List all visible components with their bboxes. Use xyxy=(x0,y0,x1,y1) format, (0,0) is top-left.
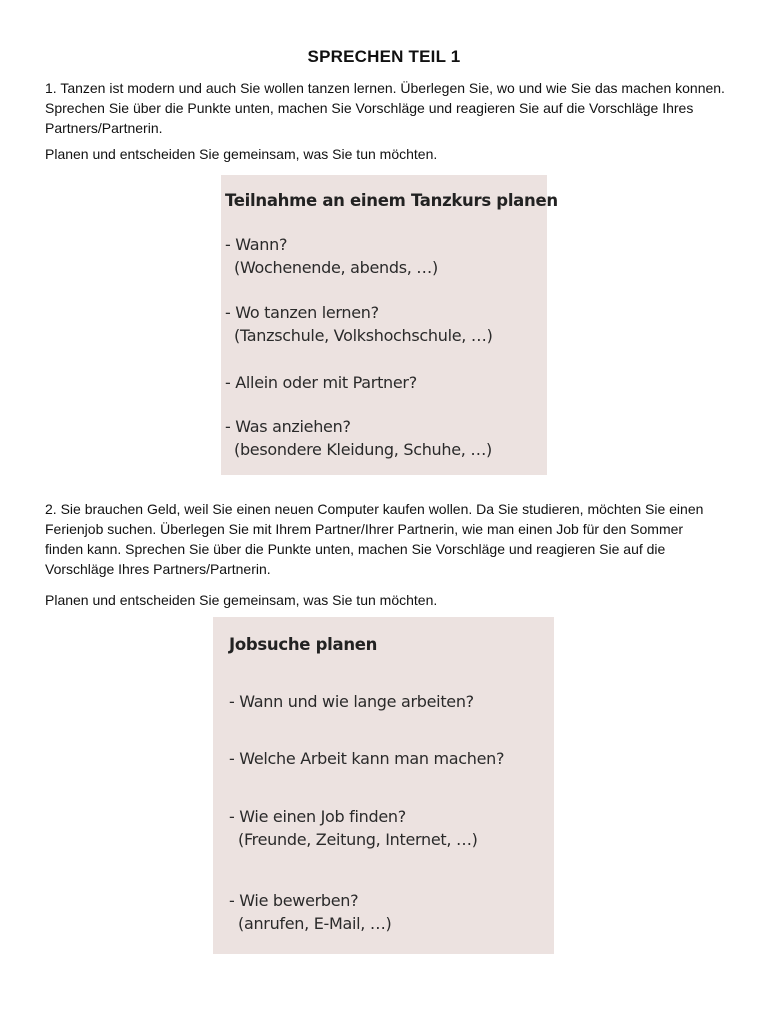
task-1-card xyxy=(221,175,558,475)
task-2-item-sub: (anrufen, E-Mail, …) xyxy=(238,914,392,933)
task-1-item-sub: (besondere Kleidung, Schuhe, …) xyxy=(234,440,492,459)
task-1-item-sub: (Tanzschule, Volkshochschule, …) xyxy=(234,326,493,345)
task-1-item xyxy=(225,233,438,279)
task-2-item-line: - Wie bewerben? xyxy=(229,891,359,910)
task-1-card-title: Teilnahme an einem Tanzkurs planen xyxy=(225,191,558,210)
task-1-item xyxy=(225,415,492,461)
task-2-card-title: Jobsuche planen xyxy=(229,635,378,654)
task-2-item-line: - Welche Arbeit kann man machen? xyxy=(229,749,505,768)
task-2-item xyxy=(229,690,474,713)
task-2-item-line: - Wann und wie lange arbeiten? xyxy=(229,692,474,711)
task-2-instruction: Planen und entscheiden Sie gemeinsam, was Sie tun möchten. xyxy=(45,592,438,608)
task-1-item-sub: (Wochenende, abends, …) xyxy=(234,258,438,277)
page-title: SPRECHEN TEIL 1 xyxy=(307,47,461,66)
task-2-card xyxy=(213,617,554,954)
task-1-item-line: - Allein oder mit Partner? xyxy=(225,373,417,392)
task-2-item xyxy=(229,747,504,770)
task-1-text: 1. Tanzen ist modern und auch Sie wollen tanzen lernen. Überlegen Sie, wo und wie Sie das machen konnen. Sprechen Sie über die Punkte unten, machen Sie Vorschläge und reagieren Sie auf die Vorschläge Ihres Partners/Partnerin. xyxy=(45,80,725,136)
task-2-item-line: - Wie einen Job finden? xyxy=(229,807,406,826)
task-1-item-line: - Wo tanzen lernen? xyxy=(225,303,379,322)
task-1-item xyxy=(225,371,417,394)
task-2-text: 2. Sie brauchen Geld, weil Sie einen neuen Computer kaufen wollen. Da Sie studieren, möchten Sie einen Ferienjob suchen. Überlegen Sie mit Ihrem Partner/Ihrer Partnerin, wie man einen Job für den Sommer finden kann. Sprechen Sie über die Punkte unten, machen Sie Vorschläge und reagieren Sie auf die Vorschläge Ihres Partners/Partnerin. xyxy=(45,501,704,577)
task-1-item xyxy=(225,301,493,347)
task-1-item-line: - Wann? xyxy=(225,235,288,254)
task-1-item-line: - Was anziehen? xyxy=(225,417,351,436)
task-2-item-sub: (Freunde, Zeitung, Internet, …) xyxy=(238,830,478,849)
task-2-item xyxy=(229,889,392,935)
task-2-item xyxy=(229,805,478,851)
task-1-instruction: Planen und entscheiden Sie gemeinsam, was Sie tun möchten. xyxy=(45,146,438,162)
